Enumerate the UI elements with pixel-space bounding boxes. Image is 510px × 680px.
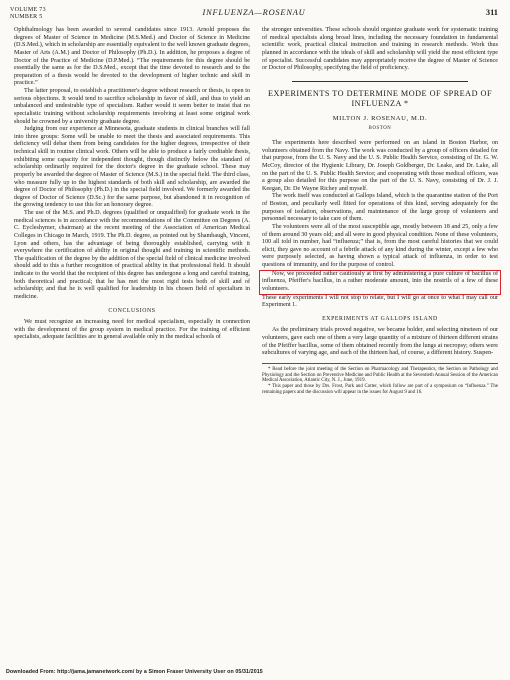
- left-column: [14, 27, 250, 342]
- footnote: * This paper and those by Drs. Frost, Park and Cotter, which follow are part of a symposium on “Influenza.” The remaining papers and the discussion will appear in the issues for August 9 and 16.: [262, 384, 498, 396]
- right-column: [262, 27, 498, 396]
- author-city: BOSTON: [368, 126, 392, 132]
- download-footer: Downloaded From: http://jama.jamanetwork.com/ by a Simon Fraser University User on 05/31/2015: [6, 669, 263, 675]
- paragraph: As the preliminary trials proved negative, we became bolder, and selecting nineteen of our volunteers, gave each one of them a very large quantity of a mixture of thirteen different strains of the Pfeiffer bacillus, some of them obtained recently from the lungs at necropsy; others were subcultures of varying age, and each of the thirteen had, of course, a different history. Suspen-: [262, 327, 498, 357]
- paragraph: the stronger universities. These schools should organize graduate work for systematic training of medical specialists along broad lines, including the necessary foundation in fundamental scientific work, practical clinical instruction and training in research methods. Work thus planned in accordance with the ideals of skill and scholarship will yield the most efficient type of specialist. Successful candidates may appropriately receive the degree of Master of Science or Doctor of Philosophy, specifying the field of proficiency.: [262, 27, 498, 72]
- page-number: 311: [485, 8, 498, 17]
- conclusions-heading: CONCLUSIONS: [108, 307, 156, 314]
- volume-label: VOLUME 73: [10, 7, 46, 13]
- page-header: [10, 7, 498, 25]
- paragraph: The use of the M.S. and Ph.D. degrees (qualified or unqualified) for graduate work in the medical sciences is in accordance with the recommendations of the Committee on Degrees (A. C. Eycleshymer, chairman) at the recent meeting of the Association of American Medical Colleges in Chicago in March, 1919. The Ph.D. degree, as pointed out by Shambaugh, Vincent, Lyon and others, has the advantage of being thoroughly established, carrying with it everywhere the certification of ability in original thought and training in scientific methods. The qualification of the degree by the addition of the special field of clinical medicine involved should add to this a further recognition of practical ability in that professional field. It should indicate to the world that the recipient of this degree has undergone a long and careful training, both theoretical and practical; that he has met the most rigid tests both of skill and of scholarship; and that he is well qualified for leadership in his chosen field of specialism in medicine.: [14, 210, 250, 300]
- highlight-box: [259, 270, 501, 295]
- running-title: INFLUENZA—ROSENAU: [202, 8, 306, 17]
- paragraph: The experiments here described were performed on an island in Boston Harbor, on volunteers obtained from the Navy. The work was conducted by a group of officers detailed for that purpose, from the U. S. Navy and the U. S. Public Health Service, consisting of Dr. G. W. McCoy, director of the Hygienic Library, Dr. Joseph Goldberger, Dr. Leake, and Dr. Lake, all on the part of the U. S. Public Health Service; and cooperating with those medical officers, was a group also detailed for this purpose on the part of the U. S. Navy, consisting of Dr. J. J. Keegan, Dr. De Wayne Richey and myself.: [262, 140, 498, 192]
- footnote: * Read before the joint meeting of the Section on Pharmacology and Therapeutics, the Section on Pathology and Physiology and the Section on Preventive Medicine and Public Health at the Seventieth Annual Session of the American Medical Association, Atlantic City, N. J., June, 1919.: [262, 366, 498, 384]
- highlighted-paragraph: Now, we proceeded rather cautiously at first by administering a pure culture of bacillus of influenza, Pfeiffer's bacillus, in a rather moderate amount, into the nostrils of a few of these volunteers.: [262, 270, 498, 292]
- section-divider: [292, 81, 468, 82]
- paragraph: The latter proposal, to establish a practitioner's degree without research or thesis, is open to serious objections. It would tend to sacrifice scholarship in favor of skill, and thus to yield an unbalanced and undesirable type of specialism. Rather would it seem better to insist that no specialistic training without scholarship requirements involving at least some original work should be crowned by a university graduate degree.: [14, 88, 250, 125]
- number-label: NUMBER 5: [10, 13, 43, 20]
- paragraph: The work itself was conducted at Gallops Island, which is the quarantine station of the Port of Boston, and peculiarly well fitted for operations of this kind, serving adequately for the purposes of isolation, observations, and maintenance of the large group of volunteers and personnel necessary to take care of them.: [262, 193, 498, 223]
- footnotes: [262, 363, 498, 396]
- paragraph: These early experiments I will not stop to relate, but I will go at once to what I may call our Experiment 1.: [262, 294, 498, 309]
- paragraph: Judging from our experience at Minnesota, graduate students in clinical branches will fall into three groups: Some will be unable to meet the thesis and associated requirements. This deficiency will debar them from being candidates for the higher degrees, irrespective of their technical skill in routine clinical work. Others will be able to produce a fairly creditable thesis, exhibiting some capacity for independent thought, though distinctly below the standard of scholarship ordinarily required for the doctor's degree in the graduate school. These may properly be awarded the degree of Master of Science (M.S.) in the special field. The third class, who measure fully up to the highest standards of both skill and scholarship, are awarded the degree of Doctor of Philosophy (Ph.D.) in the special field involved. We formerly awarded the degree of Doctor of Science (D.Sc.) for the same purpose, but abandoned it in recognition of the growing tendency to use this for an honorary degree.: [14, 126, 250, 209]
- paragraph: Ophthalmology has been awarded to several candidates since 1913. Arnold proposes the degrees of Master of Science in Medicine (M.S.Med.) and Doctor of Science in Medicine (D.S.Med.), which in scholarship are essentially equivalent to the well known graduate degrees, Master of Arts (A.M.) and Doctor of Philosophy (Ph.D.). In addition, he proposes a degree of Doctor of the Practice of Medicine (D.P.Med.). “The requirements for this degree should be essentially the same as for the D.S.Med., except that the time devoted to research and to the preparation of a thesis would be devoted to the development of higher technic and skill in practice.”: [14, 27, 250, 87]
- article-title: EXPERIMENTS TO DETERMINE MODE OF SPREAD OF INFLUENZA *: [267, 88, 493, 109]
- paragraph: We must recognize an increasing need for medical specialism, especially in connection with the development of the group system in medical practice. For the training of efficient specialists, adequate facilities are in general available only in the medical schools of: [14, 319, 250, 341]
- article-author: MILTON J. ROSENAU, M.D.: [332, 114, 428, 122]
- experiments-heading: EXPERIMENTS AT GALLOPS ISLAND: [322, 315, 438, 322]
- paragraph: The volunteers were all of the most susceptible age, mostly between 18 and 25, only a few of them around 30 years old; and all were in good physical condition. None of these volunteers, 100 all told in number, had “influenza;” that is, from the most careful histories that we could elicit, they gave no account of a febrile attack of any kind during the winter, except a few who were purposely selected, as having shown a typical attack of influenza, in order to test questions of immunity, and for the purpose of control.: [262, 223, 498, 268]
